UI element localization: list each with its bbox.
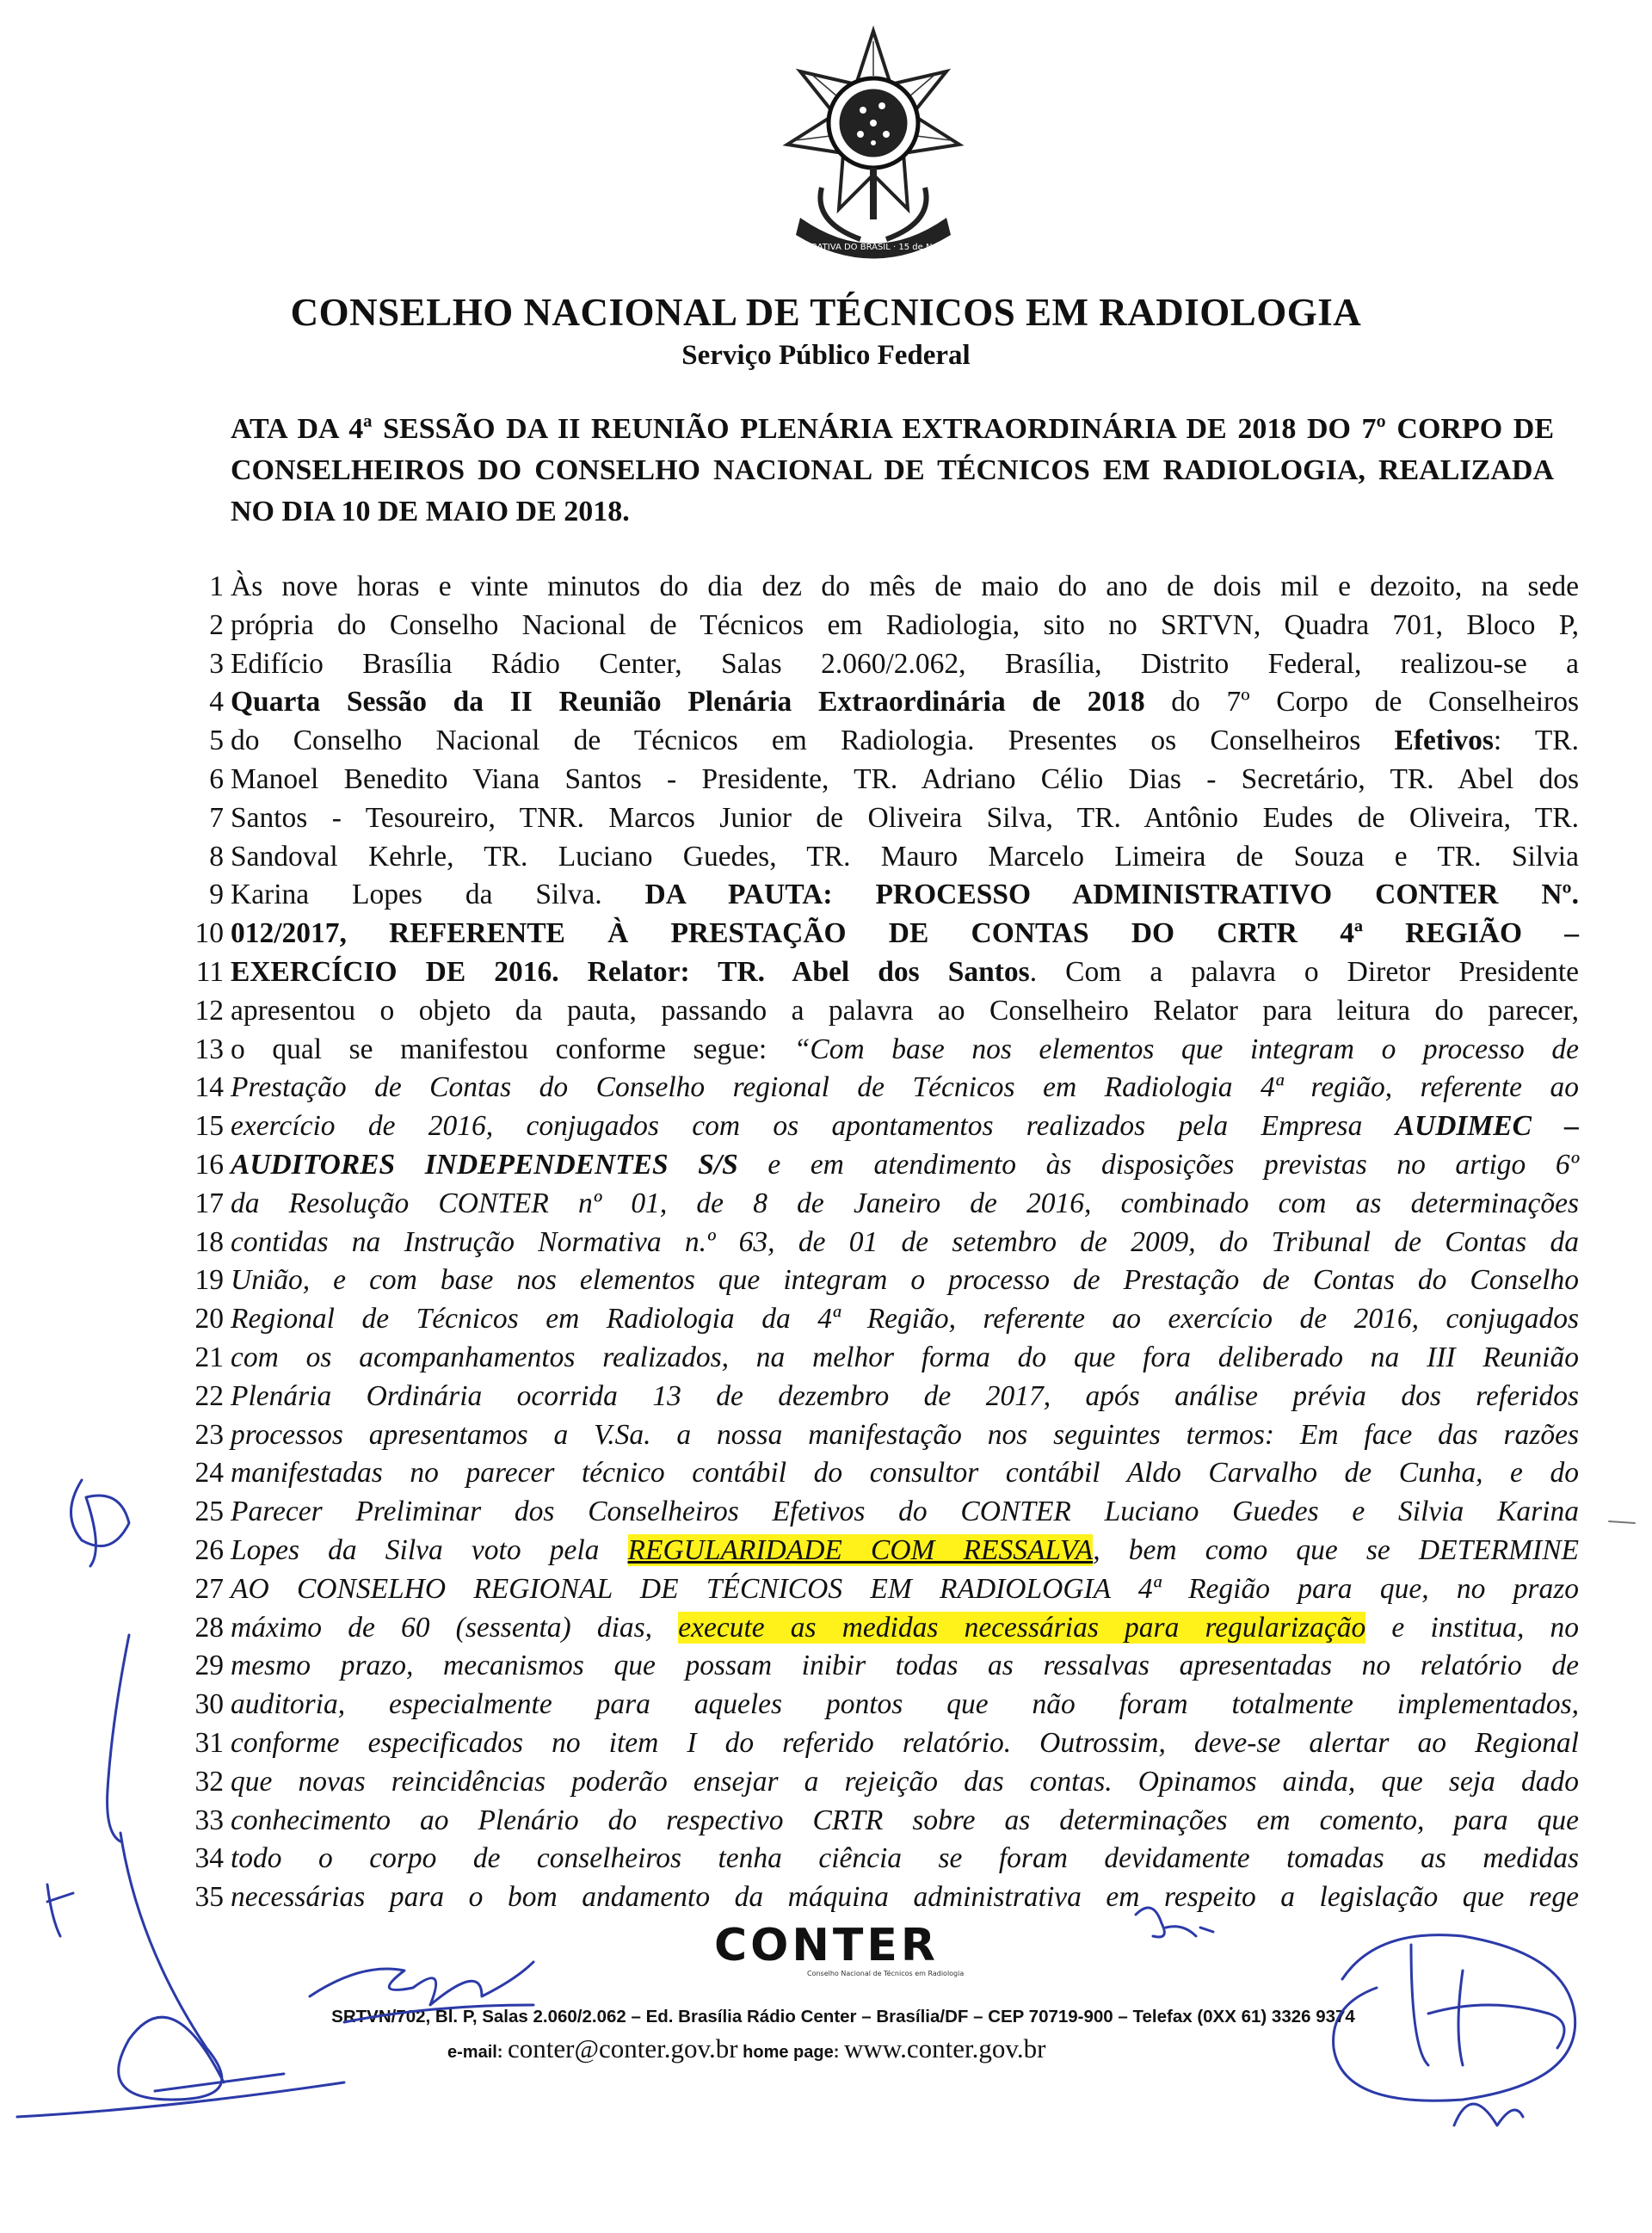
text-run: e em atendimento às disposições previstas no artigo 6º [737,1148,1580,1181]
minutes-line [176,1878,1579,1917]
line-number: 8 [209,840,224,873]
text-run: AUDITORES INDEPENDENTES S/S [231,1148,738,1181]
minutes-line [176,1378,1579,1416]
line-text [231,1224,1579,1262]
line-number: 10 [194,917,224,950]
line-text [231,1570,1579,1609]
email-label: e-mail: [447,2043,503,2062]
line-number: 15 [194,1110,224,1143]
minutes-line [176,1300,1579,1339]
line-text [231,838,1579,877]
text-run: manifestadas no parecer técnico contábil do consultor contábil Aldo Carvalho de Cunha, e do [231,1457,1579,1490]
line-text [231,1146,1579,1185]
line-text [231,761,1579,799]
minutes-line [176,607,1579,645]
line-number: 16 [194,1148,224,1181]
minutes-line [176,1069,1579,1107]
line-number: 9 [209,879,224,911]
minutes-line [176,1493,1579,1532]
text-run: Quarta Sessão da II Reunião Plenária Extraordinária de 2018 [231,686,1145,719]
line-number: 20 [194,1303,224,1335]
minutes-line [176,1185,1579,1224]
line-text [231,1378,1579,1416]
text-run: Às nove horas e vinte minutos do dia dez do mês de maio do ano de dois mil e dezoito, na sede [231,571,1579,602]
line-number: 5 [209,725,224,757]
line-text [231,683,1579,722]
text-run: mesmo prazo, mecanismos que possam inibir todas as ressalvas apresentadas no relatório de [231,1650,1579,1682]
minutes-line [176,1840,1579,1878]
margin-initial-1 [71,1480,130,1566]
line-number: 32 [194,1765,224,1798]
logo-subtitle: Conselho Nacional de Técnicos em Radiologia [807,1970,965,1977]
text-run: 012/2017, REFERENTE À PRESTAÇÃO DE CONTAS DO CRTR 4ª REGIÃO – [231,917,1579,950]
line-text [231,1840,1579,1878]
minutes-line [176,1416,1579,1455]
minutes-line [176,1261,1579,1300]
text-run: contidas na Instrução Normativa n.º 63, de 01 de setembro de 2009, do Tribunal de Contas da [231,1225,1579,1258]
minutes-line [176,1802,1579,1841]
minutes-line [176,1339,1579,1378]
coat-of-arms-emblem [737,24,1009,261]
minutes-body [176,568,1579,1917]
line-text [231,1261,1579,1300]
line-text [231,953,1579,992]
text-run: exercício de 2016, conjugados com os apontamentos realizados pela Empresa [231,1110,1396,1143]
minutes-line [176,1224,1579,1262]
minutes-line [176,838,1579,877]
text-run: União, e com base nos elementos que integram o processo de Prestação de Contas do Conselho [231,1264,1579,1297]
highlighted-text: execute as medidas necessárias para regularização [678,1611,1366,1644]
minutes-line [176,722,1579,761]
text-run: AO CONSELHO REGIONAL DE TÉCNICOS EM RADIOLOGIA 4ª Região para que, no prazo [231,1572,1579,1605]
text-run: DA PAUTA: PROCESSO ADMINISTRATIVO CONTER Nº. [644,879,1579,911]
minutes-line [176,876,1579,915]
line-number: 19 [194,1264,224,1297]
minutes-line [176,761,1579,799]
line-number: 34 [194,1842,224,1875]
line-number: 17 [194,1187,224,1219]
line-text [231,799,1579,838]
text-run: “Com base nos elementos que integram o processo de [793,1033,1580,1065]
text-run: . Com a palavra o Diretor Presidente [1029,955,1579,988]
line-text [231,1647,1579,1686]
line-number: 4 [209,686,224,719]
line-number: 31 [194,1726,224,1759]
minutes-line [176,683,1579,722]
line-text [231,1300,1579,1339]
text-run: Edifício Brasília Rádio Center, Salas 2.060/2.062, Brasília, Distrito Federal, realizou-se a [231,647,1579,680]
line-number: 22 [194,1379,224,1412]
minutes-line [176,1031,1579,1070]
line-text [231,915,1579,953]
homepage-link[interactable]: www.conter.gov.br [843,2033,1046,2063]
text-run: apresentou o objeto da pauta, passando a palavra ao Conselheiro Relator para leitura do parecer, [231,994,1579,1027]
organization-name: CONSELHO NACIONAL DE TÉCNICOS EM RADIOLOGIA [290,291,1362,334]
minutes-line [176,1454,1579,1493]
text-run: Santos - Tesoureiro, TNR. Marcos Junior de Oliveira Silva, TR. Antônio Eudes de Oliveira, TR. [231,801,1579,834]
text-run: Plenária Ordinária ocorrida 13 de dezembro de 2017, após análise prévia dos referidos [231,1379,1579,1412]
text-run: processos apresentamos a V.Sa. a nossa manifestação nos seguintes termos: Em face das razões [231,1418,1579,1451]
minutes-line [176,992,1579,1031]
text-run: da Resolução CONTER nº 01, de 8 de Janeiro de 2016, combinado com as determinações [231,1187,1579,1219]
text-run: Manoel Benedito Viana Santos - Presidente, TR. Adriano Célio Dias - Secretário, TR. Abel dos [231,762,1579,795]
line-number: 30 [194,1688,224,1721]
minutes-line [176,953,1579,992]
minutes-line [176,645,1579,684]
text-run: Efetivos [1394,725,1494,757]
text-run: necessárias para o bom andamento da máquina administrativa em respeito a legislação que rege [231,1881,1579,1914]
line-number: 35 [194,1881,224,1914]
footer-contact [447,2033,1291,2064]
minutes-line [176,1763,1579,1802]
text-run: , bem como que se DETERMINE [1093,1533,1580,1566]
line-text [231,1878,1579,1917]
line-number: 2 [209,608,224,641]
text-run: Lopes da Silva voto pela [231,1533,628,1566]
line-number: 23 [194,1418,224,1451]
line-text [231,1493,1579,1532]
minutes-line [176,915,1579,953]
line-text [231,1416,1579,1455]
minutes-line [176,799,1579,838]
minutes-line [176,568,1579,607]
text-run: Karina Lopes da Silva. [231,879,645,911]
line-text [231,1031,1579,1070]
text-run: EXERCÍCIO DE 2016. Relator: TR. Abel dos Santos [231,955,1030,988]
line-text [231,568,1579,607]
service-label: Serviço Público Federal [681,340,971,371]
line-number: 33 [194,1804,224,1836]
text-run: todo o corpo de conselheiros tenha ciência se foram devidamente tomadas as medidas [231,1842,1579,1875]
line-number: 1 [209,571,224,602]
line-number: 6 [209,762,224,795]
minutes-line [176,1107,1579,1146]
line-text [231,1763,1579,1802]
text-run: e institua, no [1365,1611,1579,1644]
minutes-title: ATA DA 4ª SESSÃO DA II REUNIÃO PLENÁRIA EXTRAORDINÁRIA DE 2018 DO 7º CORPO DE CONSELHEIROS DO CONSELHO NACIONAL DE TÉCNICOS EM RADIOLOGIA, REALIZADA NO DIA 10 DE MAIO DE 2018. [231,413,1554,527]
minutes-line [176,1647,1579,1686]
line-text [231,876,1579,915]
line-text [231,1069,1579,1107]
line-number: 26 [194,1533,224,1566]
footer-address: SRTVN/702, Bl. P, Salas 2.060/2.062 – Ed. Brasília Rádio Center – Brasília/DF – CEP 70719-900 – Telefax (0XX 61) 3326 9374 [331,2007,1355,2026]
line-text [231,1609,1579,1648]
line-text [231,1802,1579,1841]
line-number: 21 [194,1341,224,1373]
text-run: máximo de 60 (sessenta) dias, [231,1611,679,1644]
line-number: 18 [194,1225,224,1258]
minutes-line [176,1146,1579,1185]
margin-initial-2 [108,1635,129,1841]
line-text [231,1107,1579,1146]
line-text [231,1454,1579,1493]
minutes-line [176,1532,1579,1570]
minutes-line [176,1724,1579,1763]
homepage-label: home page: [743,2043,840,2062]
line-number: 28 [194,1611,224,1644]
line-number: 12 [194,994,224,1027]
line-text [231,1724,1579,1763]
line-text [231,607,1579,645]
letterhead [0,288,1652,374]
highlighted-text: REGULARIDADE COM RESSALVA [627,1533,1094,1566]
line-text [231,722,1579,761]
text-run: do Conselho Nacional de Técnicos em Radiologia. Presentes os Conselheiros [231,725,1395,757]
line-text [231,992,1579,1031]
text-run: Sandoval Kehrle, TR. Luciano Guedes, TR. Mauro Marcelo Limeira de Souza e TR. Silvia [231,840,1579,873]
conter-logo [706,1919,998,1979]
email-link[interactable]: conter@conter.gov.br [508,2033,738,2063]
emblem-ribbon-text: REPÚBLICA FEDERATIVA DO BRASIL · 15 de Novembro de 1889 [737,243,1009,252]
line-number: 24 [194,1457,224,1490]
line-text [231,1686,1579,1724]
text-run: auditoria, especialmente para aqueles pontos que não foram totalmente implementados, [231,1688,1579,1721]
text-run: com os acompanhamentos realizados, na melhor forma do que fora deliberado na III Reunião [231,1341,1579,1373]
text-run: Parecer Preliminar dos Conselheiros Efetivos do CONTER Luciano Guedes e Silvia Karina [231,1496,1579,1528]
line-number: 13 [194,1033,224,1065]
line-number: 3 [209,647,224,680]
line-number: 29 [194,1650,224,1682]
text-run: do 7º Corpo de Conselheiros [1144,686,1579,719]
text-run: Prestação de Contas do Conselho regional de Técnicos em Radiologia 4ª região, referente ao [231,1071,1579,1104]
line-text [231,1339,1579,1378]
text-run: : TR. [1493,725,1579,757]
line-text [231,645,1579,684]
line-number: 7 [209,801,224,834]
minutes-line [176,1609,1579,1648]
line-text [231,1185,1579,1224]
text-run: que novas reincidências poderão ensejar a rejeição das contas. Opinamos ainda, que seja dado [231,1765,1579,1798]
line-number: 11 [195,955,224,988]
text-run: conhecimento ao Plenário do respectivo CRTR sobre as determinações em comento, para que [231,1804,1579,1836]
line-number: 27 [194,1572,224,1605]
logo-wordmark: CONTER [714,1920,939,1971]
minutes-line [176,1570,1579,1609]
text-run: AUDIMEC – [1395,1110,1579,1143]
line-number: 14 [194,1071,224,1104]
right-signature [1334,1935,1575,2125]
text-run: Regional de Técnicos em Radiologia da 4ª Região, referente ao exercício de 2016, conjugados [231,1303,1579,1335]
text-run: própria do Conselho Nacional de Técnicos em Radiologia, sito no SRTVN, Quadra 701, Bloco P, [231,608,1579,641]
line-text [231,1532,1579,1570]
line-number: 25 [194,1496,224,1528]
margin-initial-3 [47,1884,73,1936]
minutes-line [176,1686,1579,1724]
text-run: o qual se manifestou conforme segue: [231,1033,794,1065]
text-run: conforme especificados no item I do referido relatório. Outrossim, deve-se alertar ao Regional [231,1726,1579,1759]
